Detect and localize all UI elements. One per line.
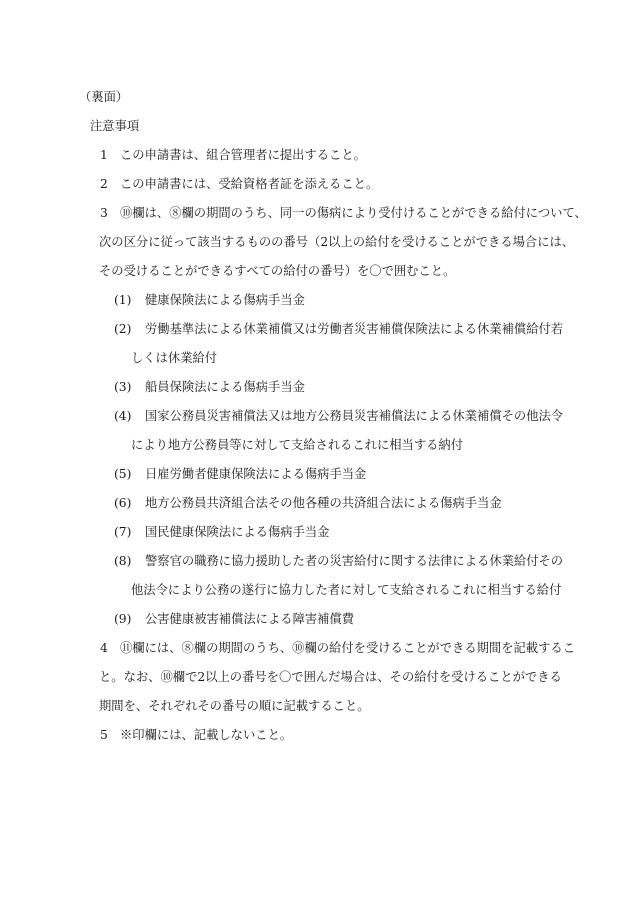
- sub-item-text-continuation: により地方公務員等に対して支給されるこれに相当する納付: [131, 438, 464, 452]
- item-number: 1: [100, 148, 108, 162]
- sub-item-number: (6): [114, 496, 132, 510]
- item-text: この申請書には、受給資格者証を添えること。: [120, 177, 379, 191]
- item-number: 4: [100, 641, 108, 655]
- page-side-label: （裏面）: [79, 90, 129, 104]
- item-text-continuation: 期間を、それぞれその番号の順に記載すること。: [99, 699, 370, 713]
- item-text: この申請書は、組合管理者に提出すること。: [120, 148, 366, 162]
- sub-item-text: 公害健康被害補償法による障害補償費: [145, 612, 355, 626]
- sub-item-text: 船員保険法による傷病手当金: [145, 380, 305, 394]
- sub-item-number: (3): [114, 380, 132, 394]
- item-text: ⑩欄は、⑧欄の期間のうち、同一の傷病により受付けることができる給付について、: [120, 206, 587, 220]
- sub-item-text-continuation: 他法令により公務の遂行に協力した者に対して支給されるこれに相当する給付: [131, 583, 562, 597]
- sub-item-number: (2): [114, 322, 132, 336]
- item-number: 5: [100, 728, 108, 742]
- sub-item-number: (9): [114, 612, 132, 626]
- item-text-continuation: その受けることができるすべての給付の番号）を〇で囲むこと。: [99, 264, 456, 278]
- sub-item-text-continuation: しくは休業給付: [131, 351, 218, 365]
- sub-item-text: 健康保険法による傷病手当金: [145, 293, 305, 307]
- sub-item-number: (1): [114, 293, 132, 307]
- item-text: ※印欄には、記載しないこと。: [120, 728, 293, 742]
- sub-item-text: 国民健康保険法による傷病手当金: [145, 525, 330, 539]
- sub-item-text: 地方公務員共済組合法その他各種の共済組合法による傷病手当金: [145, 496, 502, 510]
- sub-item-number: (4): [114, 409, 132, 423]
- sub-item-text: 労働基準法による休業補償又は労働者災害補償保険法による休業補償給付若: [145, 322, 564, 336]
- item-text-continuation: と。なお、⑩欄で2以上の番号を〇で囲んだ場合は、その給付を受けることができる: [99, 670, 562, 684]
- item-number: 2: [100, 177, 108, 191]
- sub-item-number: (5): [114, 467, 132, 481]
- sub-item-number: (7): [114, 525, 132, 539]
- sub-item-text: 日雇労働者健康保険法による傷病手当金: [145, 467, 367, 481]
- page-heading: 注意事項: [90, 119, 140, 133]
- sub-item-text: 国家公務員災害補償法又は地方公務員災害補償法による休業補償その他法令: [145, 409, 564, 423]
- item-number: 3: [100, 206, 108, 220]
- sub-item-number: (8): [114, 554, 132, 568]
- item-text-continuation: 次の区分に従って該当するものの番号（2以上の給付を受けることができる場合には、: [99, 235, 575, 249]
- item-text: ⑪欄には、⑧欄の期間のうち、⑩欄の給付を受けることができる期間を記載するこ: [120, 641, 575, 655]
- sub-item-text: 警察官の職務に協力援助した者の災害給付に関する法律による休業給付その: [145, 554, 564, 568]
